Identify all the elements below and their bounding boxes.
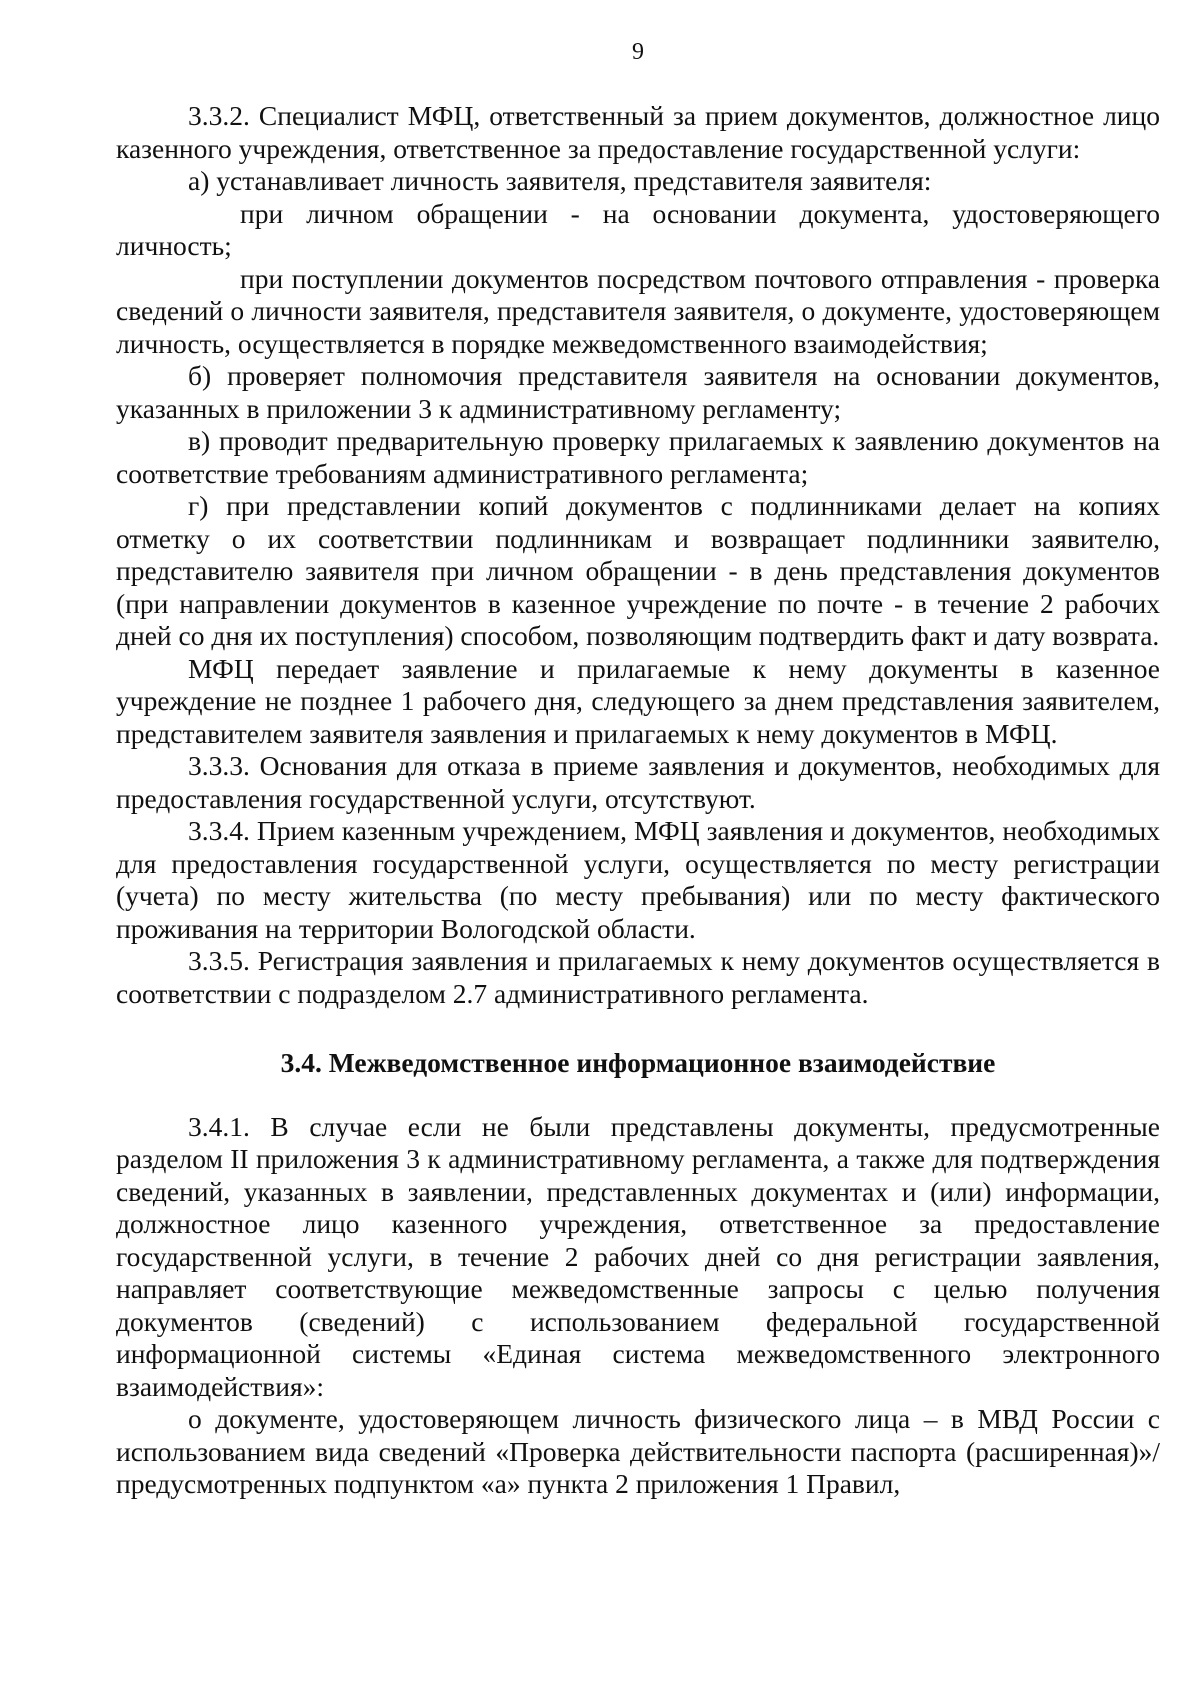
paragraph-3-3-2: 3.3.2. Специалист МФЦ, ответственный за прием документов, должностное лицо казенного учреждения, ответственное за предоставление государственной услуги: <box>116 100 1160 164</box>
paragraph-item-a: а) устанавливает личность заявителя, представителя заявителя: <box>188 165 932 196</box>
paragraph-postal-delivery: при поступлении документов посредством почтового отправления - проверка сведений о личности заявителя, представителя заявителя, о документе, удостоверяющем личность, осуществляется в порядке межведомственного взаимодействия; <box>116 262 1160 359</box>
paragraph-personal-appeal: при личном обращении - на основании документа, удостоверяющего личность; <box>116 197 1160 261</box>
document-body <box>116 100 1160 1501</box>
section-heading-3-4: 3.4. Межведомственное информационное взаимодействие <box>280 1047 996 1078</box>
paragraph-3-3-3: 3.3.3. Основания для отказа в приеме заявления и документов, необходимых для предоставления государственной услуги, отсутствуют. <box>116 750 1160 814</box>
paragraph-identity-document: о документе, удостоверяющем личность физического лица – в МВД России с использованием вида сведений «Проверка действительности паспорта (расширенная)»/предусмотренных подпунктом «а» пункта 2 приложения 1 Правил, <box>116 1403 1160 1499</box>
paragraph-mfc-transfer: МФЦ передает заявление и прилагаемые к нему документы в казенное учреждение не позднее 1 рабочего дня, следующего за днем представления заявителем, представителем заявителя заявления и прилагаемых к нему документов в МФЦ. <box>116 652 1160 749</box>
page-number: 9 <box>632 39 644 65</box>
paragraph-item-g: г) при представлении копий документов с подлинниками делает на копиях отметку о их соответствии подлинникам и возвращает подлинники заявителю, представителю заявителя при личном обращении - в день представления документов (при направлении документов в казенное учреждение по почте - в течение 2 рабочих дней со дня их поступления) способом, позволяющим подтвердить факт и дату возврата. <box>116 490 1160 651</box>
paragraph-item-b: б) проверяет полномочия представителя заявителя на основании документов, указанных в приложении 3 к административному регламенту; <box>116 360 1160 424</box>
paragraph-item-v: в) проводит предварительную проверку прилагаемых к заявлению документов на соответствие требованиям административного регламента; <box>116 425 1160 489</box>
paragraph-3-4-1: 3.4.1. В случае если не были представлены документы, предусмотренные разделом II приложения 3 к административному регламента, а также для подтверждения сведений, указанных в заявлении, представленных документах и (или) информации, должностное лицо казенного учреждения, ответственное за предоставление государственной услуги, в течение 2 рабочих дней со дня регистрации заявления, направляет соответствующие межведомственные запросы с целью получения документов (сведений) с использованием федеральной государственной информационной системы «Единая система межведомственного электронного взаимодействия»: <box>116 1110 1160 1402</box>
paragraph-3-3-4: 3.3.4. Прием казенным учреждением, МФЦ заявления и документов, необходимых для предоставления государственной услуги, осуществляется по месту регистрации (учета) по месту жительства (по месту пребывания) или по месту фактического проживания на территории Вологодской области. <box>116 815 1160 944</box>
paragraph-3-3-5: 3.3.5. Регистрация заявления и прилагаемых к нему документов осуществляется в соответствии с подразделом 2.7 административного регламента. <box>116 945 1160 1009</box>
